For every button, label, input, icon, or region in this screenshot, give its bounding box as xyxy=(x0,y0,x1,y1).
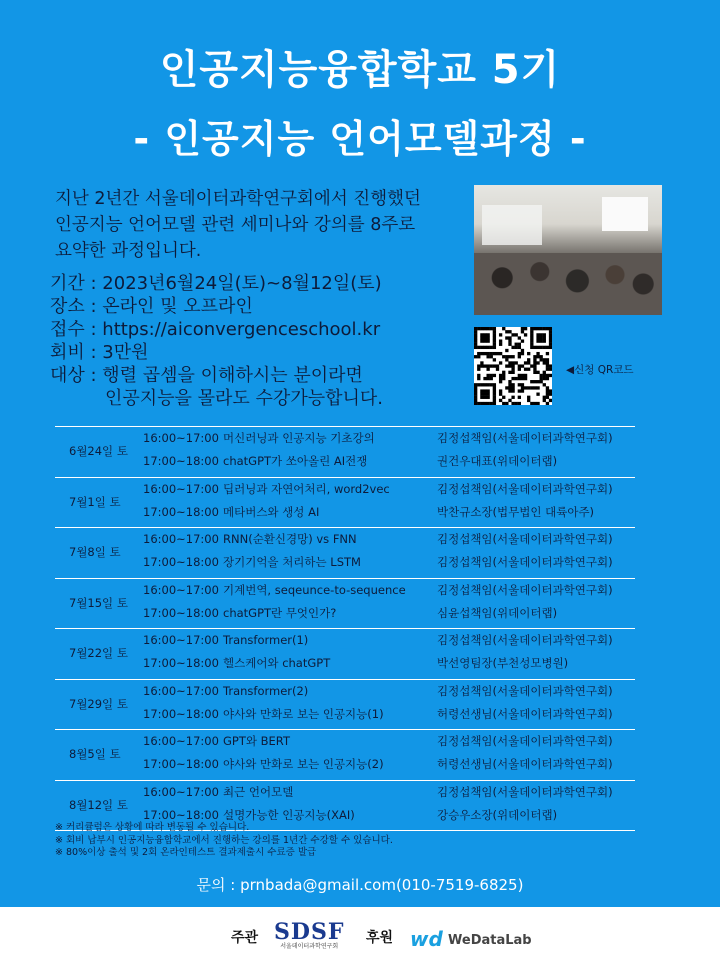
session-topic: 메타버스와 생성 AI xyxy=(223,504,320,519)
session-row xyxy=(143,603,557,623)
session-topic: Transformer(2) xyxy=(223,683,309,698)
main-title: 인공지능융합학교 5기 xyxy=(159,47,561,93)
session-time: 16:00~17:00 xyxy=(143,734,219,748)
schedule-table xyxy=(55,426,635,831)
qr-code-icon xyxy=(474,327,552,405)
session-topic: RNN(순환신경망) vs FNN xyxy=(223,532,357,546)
session-speaker: 김정섭책임(서울데이터과학연구회) xyxy=(437,734,613,748)
session-row xyxy=(143,451,557,471)
session-topic: 최근 언어모델 xyxy=(223,784,294,799)
session-time: 16:00~17:00 xyxy=(143,633,219,647)
session-speaker: 박선영팀장(부천성모병원) xyxy=(437,656,569,670)
week-date: 7월8일 토 xyxy=(69,545,121,559)
schedule-week xyxy=(55,680,635,731)
contact-info[interactable]: 문의 : prnbada@gmail.com(010-7519-6825) xyxy=(196,876,524,894)
session-row xyxy=(143,653,568,673)
session-topic: 머신러닝과 인공지능 기초강의 xyxy=(223,431,375,445)
session-topic: Transformer(1) xyxy=(223,633,309,647)
intro-line: 요약한 과정입니다. xyxy=(55,241,202,261)
session-speaker: 박찬규소장(법무법인 대륙아주) xyxy=(437,504,595,519)
session-speaker: 김정섭책임(서울데이터과학연구회) xyxy=(437,555,613,569)
session-speaker: 강승우소장(위데이터랩) xyxy=(437,807,558,822)
session-speaker: 김정섭책임(서울데이터과학연구회) xyxy=(437,633,613,647)
session-topic: 설명가능한 인공지능(XAI) xyxy=(223,807,355,822)
session-time: 17:00~18:00 xyxy=(143,706,219,721)
photo-screen xyxy=(602,197,648,231)
note-line: ※ 80%이상 출석 및 2회 온라인테스트 결과제출시 수료증 발급 xyxy=(55,847,317,858)
session-time: 17:00~18:00 xyxy=(143,605,219,620)
session-time: 17:00~18:00 xyxy=(143,555,219,569)
session-time: 16:00~17:00 xyxy=(143,683,219,698)
schedule-week xyxy=(55,579,635,630)
session-speaker: 김정섭책임(서울데이터과학연구회) xyxy=(437,784,613,799)
session-time: 16:00~17:00 xyxy=(143,481,219,496)
wedatalab-logo-icon: wd xyxy=(410,927,443,951)
session-speaker: 권건우대표(위데이터랩) xyxy=(437,454,558,468)
session-speaker: 심윤섭책임(위데이터랩) xyxy=(437,605,558,620)
session-topic: 기계번역, seqeunce-to-sequence xyxy=(223,582,406,597)
week-date: 8월5일 토 xyxy=(69,747,121,761)
session-row xyxy=(143,502,594,522)
fee-info: 회비 : 3만원 xyxy=(50,342,149,363)
session-speaker: 허령선생님(서울데이터과학연구회) xyxy=(437,706,613,721)
schedule-week xyxy=(55,478,635,529)
sub-title: - 인공지능 언어모델과정 - xyxy=(133,117,587,161)
qr-label: ◀신청 QR코드 xyxy=(566,364,634,376)
session-row xyxy=(143,552,613,572)
session-row xyxy=(143,479,613,499)
session-row xyxy=(143,529,613,549)
host-label: 주관 xyxy=(231,930,259,946)
sdsf-logo-sub: 서울데이터과학연구회 xyxy=(280,943,339,950)
session-row xyxy=(143,428,613,448)
course-info xyxy=(50,272,470,410)
session-topic: 헬스케어와 chatGPT xyxy=(223,656,331,670)
intro-line: 인공지능 언어모델 관련 세미나와 강의를 8주로 xyxy=(55,215,416,235)
session-topic: GPT와 BERT xyxy=(223,734,290,748)
week-date: 6월24일 토 xyxy=(69,444,128,458)
session-speaker: 허령선생님(서울데이터과학연구회) xyxy=(437,757,613,771)
session-time: 16:00~17:00 xyxy=(143,582,219,597)
session-speaker: 김정섭책임(서울데이터과학연구회) xyxy=(437,481,613,496)
note-line: ※ 커리큘럼은 상황에 따라 변동될 수 있습니다. xyxy=(55,822,250,833)
classroom-photo xyxy=(474,185,662,315)
session-row xyxy=(143,704,613,724)
session-time: 16:00~17:00 xyxy=(143,784,219,799)
period-info: 기간 : 2023년6월24일(토)~8월12일(토) xyxy=(50,273,382,294)
session-row xyxy=(143,580,613,600)
session-time: 17:00~18:00 xyxy=(143,656,219,670)
sponsor-label: 후원 xyxy=(366,930,394,946)
sdsf-logo xyxy=(274,921,344,951)
sdsf-logo-text: SDSF xyxy=(274,919,345,945)
week-date: 8월12일 토 xyxy=(69,797,128,812)
session-time: 17:00~18:00 xyxy=(143,454,219,468)
week-date: 7월29일 토 xyxy=(69,696,128,711)
session-row xyxy=(143,731,613,751)
session-speaker: 김정섭책임(서울데이터과학연구회) xyxy=(437,582,613,597)
session-time: 17:00~18:00 xyxy=(143,504,219,519)
session-time: 17:00~18:00 xyxy=(143,807,219,822)
schedule-week xyxy=(55,528,635,579)
session-row xyxy=(143,754,613,774)
session-topic: 딥러닝과 자연어처리, word2vec xyxy=(223,481,390,496)
target-info: 대상 : 행렬 곱셈을 이해하시는 분이라면 xyxy=(50,365,363,386)
wedatalab-logo-text: WeDataLab xyxy=(448,933,532,948)
schedule-week xyxy=(55,629,635,680)
intro-line: 지난 2년간 서울데이터과학연구회에서 진행했던 xyxy=(55,189,421,209)
apply-url[interactable]: 접수 : https://aiconvergenceschool.kr xyxy=(50,319,381,340)
session-topic: 야사와 만화로 보는 인공지능(2) xyxy=(223,757,384,771)
week-date: 7월1일 토 xyxy=(69,494,121,509)
session-topic: chatGPT가 쏘아올린 AI전쟁 xyxy=(223,454,368,468)
session-speaker: 김정섭책임(서울데이터과학연구회) xyxy=(437,431,613,445)
session-time: 17:00~18:00 xyxy=(143,757,219,771)
qr-code[interactable] xyxy=(474,327,552,405)
session-speaker: 김정섭책임(서울데이터과학연구회) xyxy=(437,532,613,546)
session-time: 16:00~17:00 xyxy=(143,532,219,546)
intro-text xyxy=(55,186,475,264)
week-date: 7월22일 토 xyxy=(69,646,128,660)
session-row xyxy=(143,681,613,701)
schedule-week xyxy=(55,426,635,478)
session-topic: chatGPT란 무엇인가? xyxy=(223,605,337,620)
session-topic: 장기기억을 처리하는 LSTM xyxy=(223,555,361,569)
footer xyxy=(0,907,720,960)
place-info: 장소 : 온라인 및 오프라인 xyxy=(50,296,253,317)
session-time: 16:00~17:00 xyxy=(143,431,219,445)
schedule-week xyxy=(55,730,635,781)
session-row xyxy=(143,782,613,802)
session-topic: 야사와 만화로 보는 인공지능(1) xyxy=(223,706,384,721)
notes xyxy=(55,822,393,860)
target-info-2: 인공지능을 몰라도 수강가능합니다. xyxy=(105,388,383,409)
session-speaker: 김정섭책임(서울데이터과학연구회) xyxy=(437,683,613,698)
week-date: 7월15일 토 xyxy=(69,595,128,610)
photo-window xyxy=(482,205,542,245)
session-row xyxy=(143,630,613,650)
note-line: ※ 회비 납부시 인공지능융합학교에서 진행하는 강의를 1년간 수강할 수 있습니다. xyxy=(55,834,393,846)
photo-audience xyxy=(474,253,662,315)
